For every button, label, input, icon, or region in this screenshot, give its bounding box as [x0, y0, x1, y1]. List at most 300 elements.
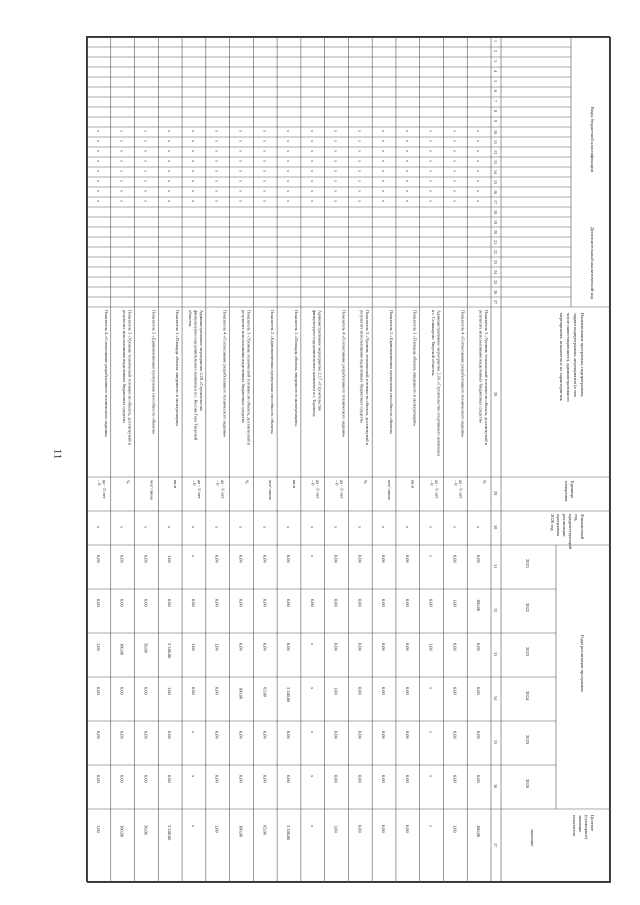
- row-base-year-value: х: [286, 526, 291, 529]
- row-year-value: х: [190, 731, 196, 734]
- row-unit: %: [125, 480, 131, 484]
- row-base-year-value: х: [452, 526, 458, 529]
- row-year-value: 0,00: [262, 731, 268, 739]
- column-number: 30: [493, 525, 498, 530]
- row-year-value: 0,00: [381, 643, 387, 651]
- row-base-year-value: х: [190, 526, 196, 529]
- code-cross: х: [238, 200, 244, 203]
- column-number: 31: [493, 564, 498, 569]
- column-number: 24: [493, 270, 498, 275]
- column-number: 6: [493, 90, 498, 93]
- code-cross: х: [95, 200, 101, 203]
- row-year-value: 0,00: [238, 643, 244, 651]
- header-budget-classification: Коды бюджетной классификации: [590, 107, 595, 173]
- code-cross: х: [381, 170, 387, 173]
- column-number: 11: [493, 140, 498, 145]
- row-year-value: 0,00: [95, 731, 101, 739]
- column-number: 19: [493, 220, 498, 225]
- code-cross: х: [214, 140, 220, 143]
- code-cross: х: [476, 130, 482, 133]
- row-year-value: 1,00: [333, 687, 339, 695]
- row-year-value: 0,00: [167, 599, 173, 607]
- column-number: 23: [493, 260, 498, 265]
- code-cross: х: [190, 190, 196, 193]
- table-row: [356, 130, 370, 833]
- row-unit: да - 1/ нет– 0: [96, 480, 107, 499]
- code-cross: х: [143, 160, 149, 163]
- column-number: 26: [493, 290, 498, 295]
- row-year-value: 0,00: [262, 643, 268, 651]
- row-year-value: 0,00: [143, 731, 149, 739]
- row-year-value: х: [428, 687, 434, 690]
- row-description: Показатель 3 «Уровень технической готовности объекта, достигнутый врезультате использования выделенных бюджетных средств»: [359, 310, 371, 445]
- row-unit: %: [482, 480, 487, 484]
- row-base-year-value: х: [167, 526, 173, 529]
- code-cross: х: [167, 130, 173, 133]
- code-cross: х: [357, 130, 363, 133]
- row-year-value: 0,00: [333, 731, 339, 739]
- row-year-value: 0,00: [476, 555, 482, 563]
- code-cross: х: [309, 140, 315, 143]
- code-cross: х: [238, 180, 244, 183]
- row-year-value: 0,00: [404, 643, 410, 651]
- code-cross: х: [452, 190, 458, 193]
- code-cross: х: [333, 150, 339, 153]
- row-year-value: 0,00: [452, 643, 458, 651]
- row-year-value: 0,00: [381, 775, 387, 783]
- row-year-value: 0,00: [95, 775, 101, 783]
- code-cross: х: [404, 150, 410, 153]
- code-cross: х: [238, 160, 244, 163]
- code-cross: х: [190, 160, 196, 163]
- row-year-value: х: [309, 731, 315, 734]
- row-year-value: 0,00: [238, 555, 244, 563]
- row-year-value: 1,00: [428, 643, 434, 651]
- row-target-value: х: [309, 825, 315, 828]
- row-base-year-value: х: [95, 526, 101, 529]
- code-cross: х: [119, 130, 125, 133]
- row-year-value: 0,00: [286, 775, 291, 783]
- code-cross: х: [428, 190, 434, 193]
- row-year-value: 0,00: [333, 775, 339, 783]
- code-cross: х: [309, 130, 315, 133]
- row-year-value: 0,00: [214, 599, 220, 607]
- code-cross: х: [214, 200, 220, 203]
- header-year: 2021: [525, 559, 530, 569]
- code-cross: х: [119, 180, 125, 183]
- code-cross: х: [452, 160, 458, 163]
- row-base-year-value: х: [309, 526, 315, 529]
- row-target-value: 1,00: [333, 825, 339, 833]
- row-year-value: 0,00: [214, 687, 220, 695]
- table-row: [404, 130, 418, 833]
- row-target-value: 1,00: [95, 825, 101, 833]
- row-year-value: 0,00: [381, 599, 387, 607]
- row-base-year-value: х: [476, 526, 482, 529]
- code-cross: х: [143, 200, 149, 203]
- column-number: 13: [493, 160, 498, 165]
- row-year-value: х: [190, 555, 196, 558]
- row-target-value: 3 540,00: [286, 825, 291, 841]
- column-number: 32: [493, 608, 498, 613]
- code-cross: х: [428, 150, 434, 153]
- row-base-year-value: х: [428, 526, 434, 529]
- code-cross: х: [214, 130, 220, 133]
- code-cross: х: [404, 180, 410, 183]
- row-description: Административное мероприятие 2.18 «Строительствофизкультурно-оздоровительного комплекса в с. Кесова Гора Тверскойобласти»: [187, 310, 204, 441]
- row-year-value: 0,00: [286, 555, 291, 563]
- row-year-value: 0,00: [143, 775, 149, 783]
- row-year-value: х: [428, 731, 434, 734]
- column-number: 33: [493, 652, 498, 657]
- row-description: Показатель 3 «Уровень технической готовности объекта, достигнутый врезультате использования выделенных бюджетных средств»: [122, 310, 133, 445]
- code-cross: х: [190, 170, 196, 173]
- code-cross: х: [143, 150, 149, 153]
- header-year: 2025: [525, 735, 530, 745]
- row-year-value: 3 540,00: [286, 687, 291, 703]
- code-cross: х: [119, 190, 125, 193]
- column-number: 37: [493, 843, 498, 848]
- row-year-value: 0,00: [381, 687, 387, 695]
- code-cross: х: [428, 170, 434, 173]
- table-row: [380, 130, 394, 833]
- code-cross: х: [167, 140, 173, 143]
- code-cross: х: [452, 200, 458, 203]
- code-cross: х: [428, 130, 434, 133]
- code-cross: х: [262, 160, 268, 163]
- code-cross: х: [286, 180, 291, 183]
- code-cross: х: [357, 170, 363, 173]
- code-cross: х: [190, 200, 196, 203]
- row-year-value: 100,00: [476, 599, 482, 612]
- row-target-value: 0,00: [404, 825, 410, 833]
- code-cross: х: [143, 170, 149, 173]
- code-cross: х: [476, 150, 482, 153]
- row-year-value: 0,00: [404, 775, 410, 783]
- code-cross: х: [95, 160, 101, 163]
- code-cross: х: [476, 190, 482, 193]
- code-cross: х: [309, 170, 315, 173]
- table-row: [237, 130, 251, 838]
- code-cross: х: [167, 160, 173, 163]
- row-target-value: 50,00: [143, 825, 149, 835]
- code-cross: х: [95, 150, 101, 153]
- row-year-value: 0,00: [452, 731, 458, 739]
- code-cross: х: [309, 150, 315, 153]
- code-cross: х: [428, 140, 434, 143]
- code-cross: х: [381, 130, 387, 133]
- row-year-value: 0,00: [214, 731, 220, 739]
- code-cross: х: [119, 150, 125, 153]
- row-year-value: х: [309, 643, 315, 646]
- code-cross: х: [214, 150, 220, 153]
- row-year-value: 0,00: [286, 643, 291, 651]
- header-year: 2022: [525, 603, 530, 613]
- code-cross: х: [286, 130, 291, 133]
- row-target-value: 100,00: [238, 825, 244, 838]
- code-cross: х: [286, 150, 291, 153]
- code-cross: х: [214, 170, 220, 173]
- code-cross: х: [167, 150, 173, 153]
- row-year-value: х: [309, 687, 315, 690]
- code-cross: х: [119, 140, 125, 143]
- code-cross: х: [381, 160, 387, 163]
- row-year-value: 0,00: [119, 599, 125, 607]
- header-year: 2023: [525, 647, 530, 657]
- code-cross: х: [190, 130, 196, 133]
- column-number: 5: [493, 80, 498, 83]
- header-value-label: значение: [530, 829, 535, 847]
- row-year-value: 0,00: [333, 599, 339, 607]
- row-year-value: 1,00: [167, 555, 173, 563]
- header-target: Целевое(суммарное)значениепоказателя: [572, 815, 595, 840]
- code-cross: х: [95, 180, 101, 183]
- row-year-value: 0,00: [238, 599, 244, 607]
- code-cross: х: [476, 180, 482, 183]
- row-year-value: 0,00: [262, 775, 268, 783]
- row-unit: %: [363, 480, 369, 484]
- column-number: 3: [493, 60, 498, 63]
- program-table: [87, 37, 611, 883]
- row-description: Показатель 3 «Уровень технической готовности объекта, достигнутый врезультате использования выделенных бюджетных средств»: [478, 310, 489, 445]
- code-cross: х: [143, 180, 149, 183]
- code-cross: х: [404, 140, 410, 143]
- header-fin-year: Финансовыйгод,предшествующийреализациипрограммы2020 год: [550, 514, 585, 550]
- column-number: 1: [493, 40, 498, 43]
- row-target-value: 1,00: [452, 825, 458, 833]
- code-cross: х: [381, 150, 387, 153]
- row-year-value: 0,00: [214, 775, 220, 783]
- code-cross: х: [190, 150, 196, 153]
- row-year-value: 0,00: [404, 599, 410, 607]
- row-year-value: 0,00: [143, 687, 149, 695]
- column-number: 21: [493, 240, 498, 245]
- column-number: 22: [493, 250, 498, 255]
- code-cross: х: [357, 140, 363, 143]
- row-unit: да - 1/ нет– 0: [334, 480, 345, 499]
- row-year-value: 1,00: [95, 643, 101, 651]
- code-cross: х: [286, 140, 291, 143]
- row-target-value: 0,00: [357, 825, 363, 833]
- header-year: 2026: [525, 779, 530, 789]
- code-cross: х: [452, 180, 458, 183]
- row-description: Показатель 4 «Согласование разработанного технического задания»: [222, 310, 228, 438]
- table-row: [142, 130, 156, 836]
- code-cross: х: [119, 170, 125, 173]
- row-year-value: 0,00: [452, 555, 458, 563]
- code-cross: х: [357, 200, 363, 203]
- header-description: Наименование программы, подпрограммы,задачи подпрограммы, мероприятия (в томчисле инвестиционного), административногомероприятия, показателя и их характеристик: [559, 313, 585, 402]
- row-target-value: 0,00: [381, 825, 387, 833]
- code-cross: х: [476, 170, 482, 173]
- table-row: [309, 130, 323, 828]
- code-cross: х: [167, 180, 173, 183]
- code-cross: х: [262, 180, 268, 183]
- code-cross: х: [357, 160, 363, 163]
- code-cross: х: [452, 130, 458, 133]
- row-year-value: 1,00: [167, 687, 173, 695]
- code-cross: х: [333, 200, 339, 203]
- code-cross: х: [95, 190, 101, 193]
- header-program-years: Годы реализации программы: [580, 635, 585, 692]
- row-year-value: 1,00: [452, 599, 458, 607]
- row-year-value: 3 540,00: [167, 643, 173, 659]
- row-year-value: 0,00: [357, 687, 363, 695]
- row-year-value: 0,00: [262, 555, 268, 563]
- code-cross: х: [262, 150, 268, 153]
- code-cross: х: [333, 160, 339, 163]
- row-target-value: х: [428, 825, 434, 828]
- row-base-year-value: х: [143, 526, 149, 529]
- column-number: 12: [493, 150, 498, 155]
- table-row: [95, 130, 109, 833]
- code-cross: х: [238, 170, 244, 173]
- row-description: Показатель 2 «Единовременная пропускная способность объекта»: [270, 310, 276, 435]
- row-year-value: 0,00: [476, 731, 482, 739]
- row-target-value: х: [190, 825, 196, 828]
- row-year-value: 0,00: [357, 599, 363, 607]
- code-cross: х: [167, 200, 173, 203]
- row-base-year-value: х: [119, 526, 125, 529]
- column-number: 17: [493, 200, 498, 205]
- column-number: 10: [493, 130, 498, 135]
- row-year-value: х: [428, 775, 434, 778]
- header-program-codes: Дополнительный аналитический код: [590, 227, 595, 300]
- column-number: 14: [493, 170, 498, 175]
- row-year-value: 0,00: [286, 731, 291, 739]
- table-row: [475, 130, 489, 838]
- code-cross: х: [167, 170, 173, 173]
- row-year-value: 0,00: [357, 731, 363, 739]
- row-year-value: 1,00: [214, 643, 220, 651]
- row-year-value: х: [309, 775, 315, 778]
- column-number: 18: [493, 210, 498, 215]
- code-cross: х: [238, 130, 244, 133]
- code-cross: х: [357, 190, 363, 193]
- row-unit: да - 1/ нет– 0: [429, 480, 440, 499]
- row-description: Административное мероприятие 2.16 «Строительство спортивного комплексав г. Селижарово Тверской области»: [430, 310, 442, 457]
- page-number: 11: [51, 448, 64, 460]
- row-description: Показатель 1 «Площадь объекта, введенного в эксплуатацию»: [175, 310, 181, 427]
- code-cross: х: [143, 190, 149, 193]
- row-year-value: 0,00: [357, 775, 363, 783]
- row-year-value: 0,00: [167, 731, 173, 739]
- row-year-value: 100,00: [238, 687, 244, 700]
- row-unit: чел/ смена: [149, 480, 155, 500]
- row-base-year-value: х: [381, 526, 387, 529]
- row-year-value: 0,00: [238, 731, 244, 739]
- row-target-value: 65,00: [262, 825, 268, 835]
- code-cross: х: [119, 160, 125, 163]
- row-base-year-value: х: [404, 526, 410, 529]
- code-cross: х: [452, 170, 458, 173]
- row-year-value: 0,00: [476, 643, 482, 651]
- row-year-value: 0,00: [476, 687, 482, 695]
- code-cross: х: [167, 190, 173, 193]
- code-cross: х: [143, 130, 149, 133]
- table-row: [188, 130, 204, 828]
- row-year-value: 50,00: [143, 643, 149, 653]
- code-cross: х: [476, 200, 482, 203]
- code-cross: х: [238, 150, 244, 153]
- row-base-year-value: х: [262, 526, 268, 529]
- code-cross: х: [190, 180, 196, 183]
- column-number: 27: [493, 300, 498, 305]
- row-year-value: 0,00: [476, 775, 482, 783]
- row-year-value: х: [190, 775, 196, 778]
- column-number: 8: [493, 110, 498, 113]
- row-description: Показатель 2 «Единовременная пропускная способность объекта»: [151, 310, 157, 435]
- row-base-year-value: х: [357, 526, 363, 529]
- row-year-value: 0,00: [262, 599, 268, 607]
- code-cross: х: [214, 160, 220, 163]
- code-cross: х: [309, 200, 315, 203]
- row-year-value: 0,00: [143, 599, 149, 607]
- code-cross: х: [381, 200, 387, 203]
- code-cross: х: [119, 200, 125, 203]
- column-number: 7: [493, 100, 498, 103]
- code-cross: х: [309, 160, 315, 163]
- code-cross: х: [404, 130, 410, 133]
- code-cross: х: [238, 140, 244, 143]
- code-cross: х: [357, 150, 363, 153]
- row-year-value: 0,00: [95, 555, 101, 563]
- row-year-value: 0,00: [119, 687, 125, 695]
- row-year-value: 65,00: [262, 687, 268, 697]
- row-year-value: 0,00: [190, 599, 196, 607]
- table-row: [285, 130, 299, 841]
- row-year-value: 0,00: [404, 731, 410, 739]
- row-year-value: 0,00: [357, 643, 363, 651]
- code-cross: х: [262, 130, 268, 133]
- row-description: Показатель 4 «Согласование разработанного технического задания»: [341, 310, 347, 438]
- row-year-value: 0,00: [452, 775, 458, 783]
- rotated-table: [87, 37, 611, 883]
- code-cross: х: [476, 160, 482, 163]
- row-target-value: 3 540,00: [167, 825, 173, 841]
- column-number: 15: [493, 180, 498, 185]
- row-unit: кв.м: [173, 480, 179, 489]
- code-cross: х: [95, 170, 101, 173]
- row-year-value: 1,00: [190, 643, 196, 651]
- code-cross: х: [428, 160, 434, 163]
- row-unit: да - 1/ нет– 0: [191, 480, 202, 499]
- row-year-value: 0,00: [333, 643, 339, 651]
- row-target-value: 100,00: [476, 825, 482, 838]
- row-unit: чел/ смена: [386, 480, 392, 500]
- row-year-value: 0,00: [452, 687, 458, 695]
- row-unit: да - 1/ нет– 0: [215, 480, 226, 499]
- code-cross: х: [286, 160, 291, 163]
- row-year-value: 0,00: [238, 775, 244, 783]
- code-cross: х: [428, 180, 434, 183]
- row-unit: кв.м: [410, 480, 416, 489]
- code-cross: х: [381, 190, 387, 193]
- row-year-value: 0,00: [119, 775, 125, 783]
- row-year-value: 0,00: [119, 731, 125, 739]
- code-cross: х: [404, 200, 410, 203]
- code-cross: х: [286, 200, 291, 203]
- code-cross: х: [404, 170, 410, 173]
- row-base-year-value: х: [238, 526, 244, 529]
- row-year-value: 0,00: [190, 687, 196, 695]
- row-year-value: 0,00: [404, 555, 410, 563]
- column-number: 16: [493, 190, 498, 195]
- header-year: 2024: [525, 691, 530, 701]
- code-cross: х: [238, 190, 244, 193]
- row-year-value: 100,00: [119, 643, 125, 656]
- row-description: Показатель 3 «Уровень технической готовности объекта, достигнутый врезультате использования выделенных бюджетных средств»: [240, 310, 252, 445]
